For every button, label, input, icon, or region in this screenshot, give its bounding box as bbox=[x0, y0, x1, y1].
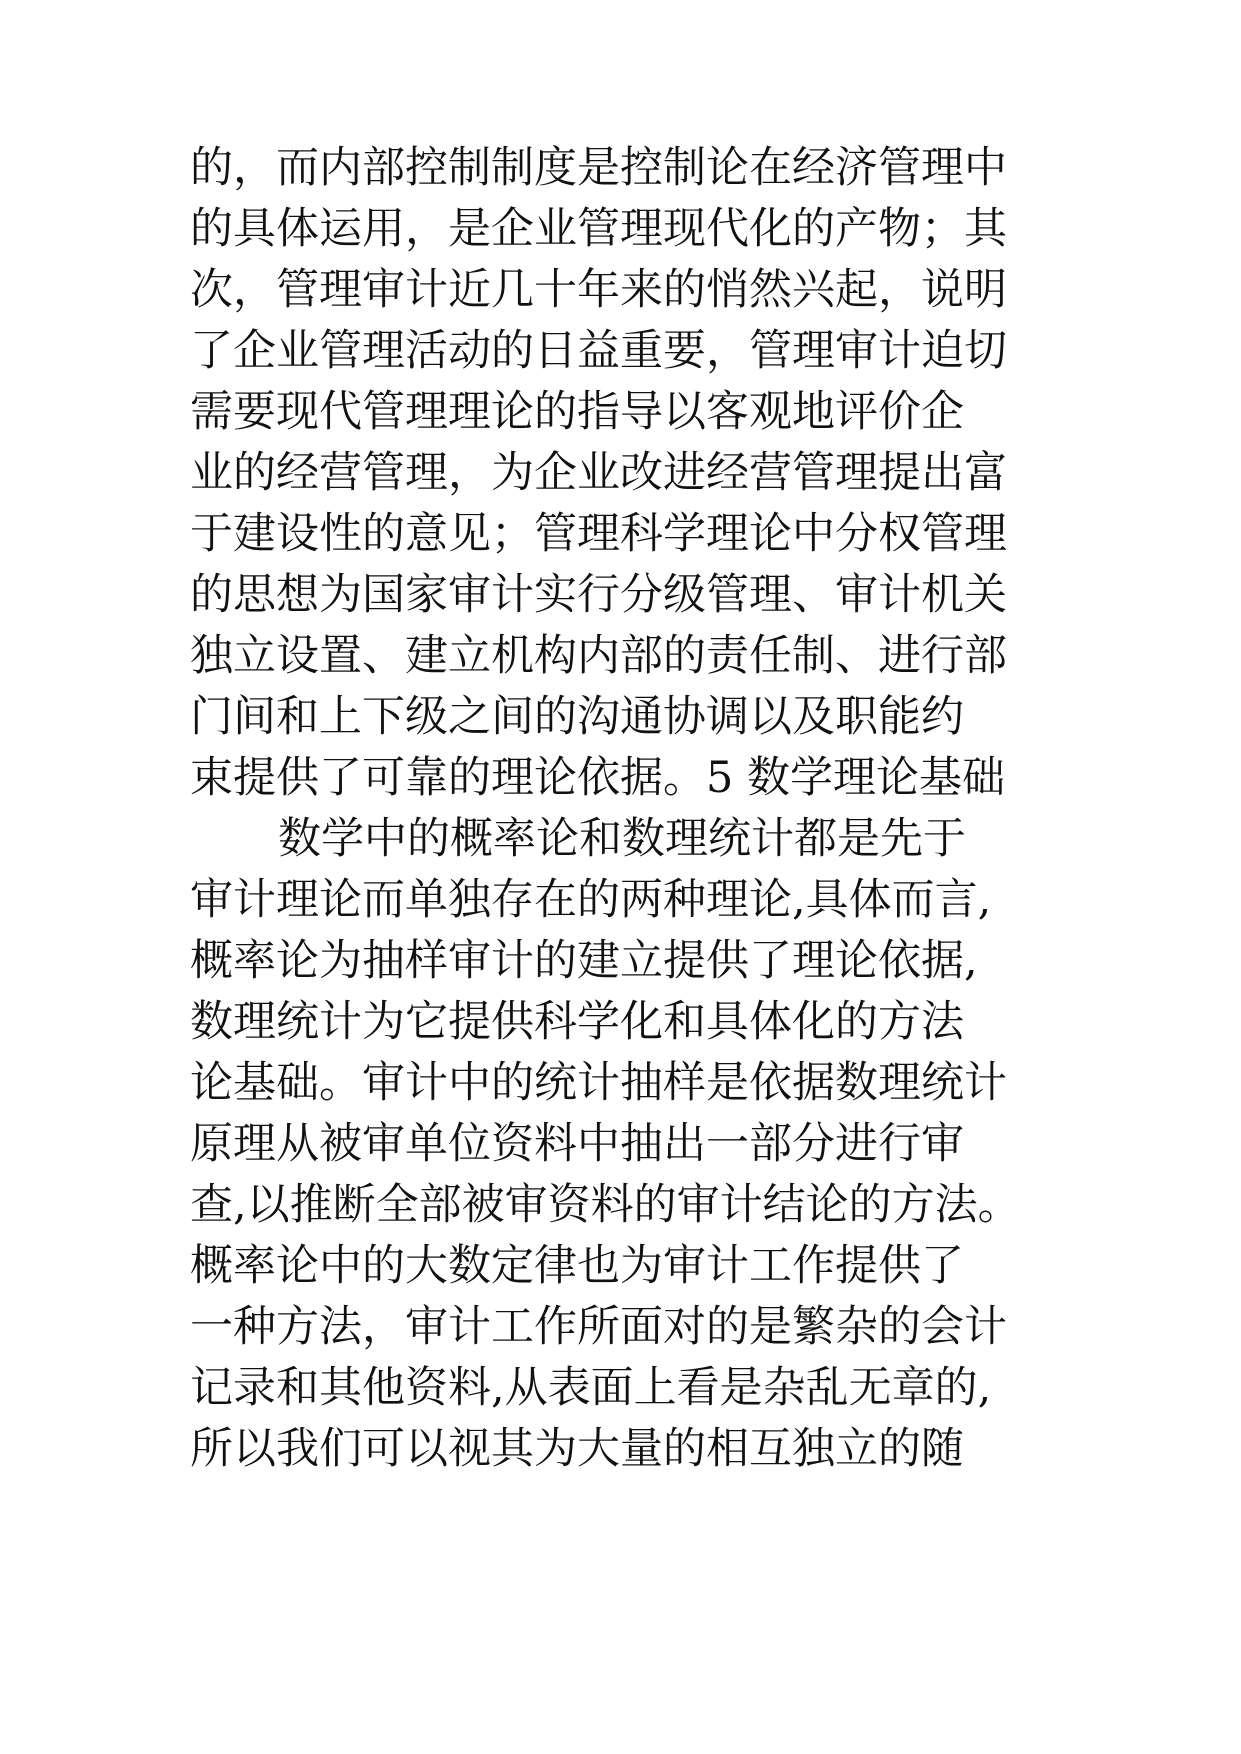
text-line: 一种方法，审计工作所面对的是繁杂的会计 bbox=[190, 1302, 1007, 1352]
paragraph-first-line: 数学中的概率论和数理统计都是先于 bbox=[278, 814, 966, 864]
text-line: 的，而内部控制制度是控制论在经济管理中 bbox=[190, 143, 1007, 193]
text-line: 了企业管理活动的日益重要，管理审计迫切 bbox=[190, 326, 1007, 376]
text-line: 概率论为抽样审计的建立提供了理论依据, bbox=[190, 936, 978, 986]
text-line: 需要现代管理理论的指导以客观地评价企 bbox=[190, 387, 964, 437]
text-line: 论基础。审计中的统计抽样是依据数理统计 bbox=[190, 1058, 1007, 1108]
text-line: 于建设性的意见；管理科学理论中分权管理 bbox=[190, 509, 1007, 559]
text-line: 的具体运用，是企业管理现代化的产物；其 bbox=[190, 204, 1007, 254]
body-text bbox=[190, 138, 1070, 1480]
text-line: 次，管理审计近几十年来的悄然兴起，说明 bbox=[190, 265, 1007, 315]
text-line: 数理统计为它提供科学化和具体化的方法 bbox=[190, 997, 964, 1047]
text-line: 业的经营管理，为企业改进经营管理提出富 bbox=[190, 448, 1007, 498]
text-line: 查,以推断全部被审资料的审计结论的方法。 bbox=[190, 1180, 1021, 1230]
text-line: 门间和上下级之间的沟通协调以及职能约 bbox=[190, 692, 964, 742]
text-line: 记录和其他资料,从表面上看是杂乱无章的, bbox=[190, 1363, 992, 1413]
text-line: 原理从被审单位资料中抽出一部分进行审 bbox=[190, 1119, 964, 1169]
text-line: 束提供了可靠的理论依据。5 数学理论基础 bbox=[190, 753, 1006, 803]
text-line: 概率论中的大数定律也为审计工作提供了 bbox=[190, 1241, 964, 1291]
text-line: 的思想为国家审计实行分级管理、审计机关 bbox=[190, 570, 1007, 620]
text-line: 审计理论而单独存在的两种理论,具体而言, bbox=[190, 875, 992, 925]
text-line: 独立设置、建立机构内部的责任制、进行部 bbox=[190, 631, 1007, 681]
text-line: 所以我们可以视其为大量的相互独立的随 bbox=[190, 1424, 964, 1474]
